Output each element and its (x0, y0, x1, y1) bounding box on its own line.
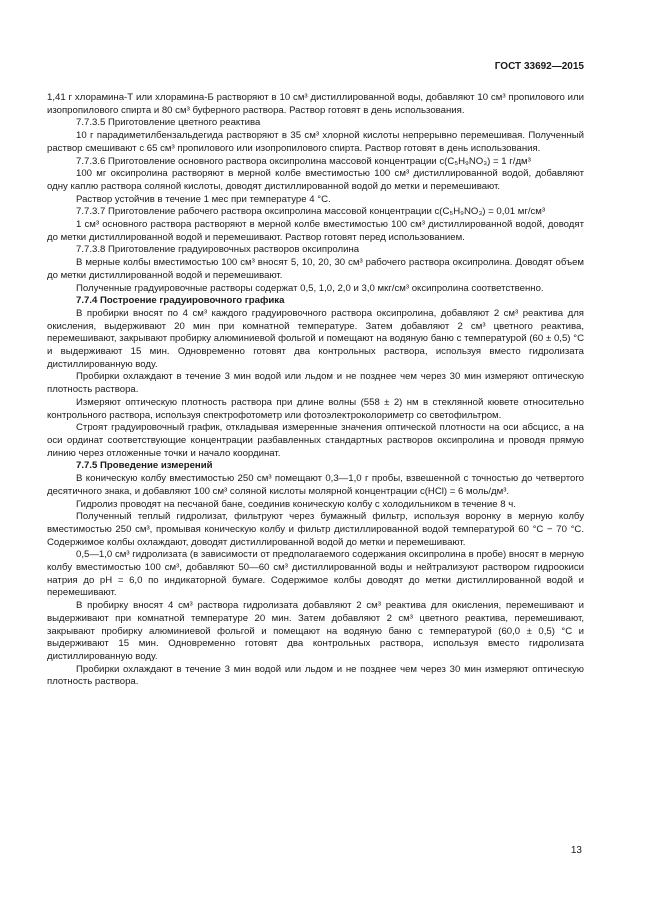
page-number: 13 (570, 845, 582, 856)
paragraph: Раствор устойчив в течение 1 мес при температуре 4 °С. (76, 193, 331, 205)
paragraph: Полученные градуировочные растворы содержат 0,5, 1,0, 2,0 и 3,0 мкг/см³ оксипролина соответственно. (76, 282, 544, 294)
subsection-title: 7.7.3.7 Приготовление рабочего раствора оксипролина массовой концентрации c(C₅H₉NO₃) = 0,01 мг/см³ (76, 206, 546, 218)
section-heading: 7.7.5 Проведение измерений (76, 460, 213, 472)
paragraph: 0,5—1,0 см³ гидролизата (в зависимости от предполагаемого содержания оксипролина в пробе) вносят в мерную колбу вместимостью 100 см³, добавляют 50—60 см³ дистиллированной воды и нейтрализуют раствором гидроокиси натрия до pH = 6,0 по индикаторной бумаге. Содержимое колбы доводят до метки дистиллированной водой и перемешивают. (47, 549, 584, 599)
paragraph: В коническую колбу вместимостью 250 см³ помещают 0,3—1,0 г пробы, взвешенной с точностью до четвертого десятичного знака, и добавляют 100 см³ соляной кислоты молярной концентрации c(HCl) = 6 моль/дм³. (47, 473, 584, 497)
paragraph: Полученный теплый гидролизат, фильтруют через бумажный фильтр, используя воронку в мерную колбу вместимостью 250 см³, промывая коническую колбу и фильтр дистиллированной водой температурой 60 °С − 70 °С. Содержимое колбы охлаждают, доводят дистиллированной водой до метки и перемешивают. (47, 511, 584, 548)
paragraph: 1,41 г хлорамина-Т или хлорамина-Б растворяют в 10 см³ дистиллированной воды, добавляют 10 см³ пропилового или изопропилового спирта и 80 см³ буферного раствора. Раствор готовят в день использования. (47, 92, 584, 116)
subsection-title: 7.7.3.6 Приготовление основного раствора оксипролина массовой концентрации c(C₅H₉NO₃) = 1 г/дм³ (76, 155, 531, 167)
paragraph: 100 мг оксипролина растворяют в мерной колбе вместимостью 100 см³ дистиллированной водой, добавляют одну каплю раствора соляной кислоты, доводят дистиллированной водой до метки и перемешивают. (47, 168, 584, 192)
paragraph: Измеряют оптическую плотность раствора при длине волны (558 ± 2) нм в стеклянной кювете относительно контрольного раствора, используя спектрофотометр или фотоэлектроколориметр со светофильтром. (47, 396, 584, 421)
paragraph: Пробирки охлаждают в течение 3 мин водой или льдом и не позднее чем через 30 мин измеряют оптическую плотность раствора. (47, 371, 584, 396)
paragraph: Пробирки охлаждают в течение 3 мин водой или льдом и не позднее чем через 30 мин измеряют оптическую плотность раствора. (47, 663, 584, 688)
paragraph: В пробирки вносят по 4 см³ каждого градуировочного раствора оксипролина, добавляют 2 см³ реактива для окисления, выдерживают 20 мин при комнатной температуре. Затем добавляют 2 см³ цветного реактива, перемешивают, закрывают пробирку алюминиевой фольгой и помещают на водяную баню с температурой (60 ± 0,5) °С и выдерживают 15 мин. Одновременно готовят два контрольных раствора, используя вместо гидролизата дистиллированную воду. (47, 307, 584, 370)
paragraph: 10 г парадиметилбензальдегида растворяют в 35 см³ хлорной кислоты непрерывно перемешивая. Полученный раствор смешивают с 65 см³ пропилового или изопропилового спирта. Раствор готовят в день использования. (47, 130, 584, 154)
document-code: ГОСТ 33692—2015 (494, 61, 584, 72)
paragraph: В пробирку вносят 4 см³ раствора гидролизата добавляют 2 см³ реактива для окисления, перемешивают и выдерживают при комнатной температуре 20 мин. Затем добавляют 2 см³ цветного реактива, перемешивают, закрывают пробирку алюминиевой фольгой и помещают на водяную баню с температурой (60,0 ± 0,5) °С и выдерживают 15 мин. Одновременно готовят два контрольных раствора, используя вместо гидролизата дистиллированную воду. (47, 600, 584, 662)
page-body (47, 92, 584, 689)
subsection-title: 7.7.3.8 Приготовление градуировочных растворов оксипролина (76, 244, 360, 256)
paragraph: В мерные колбы вместимостью 100 см³ вносят 5, 10, 20, 30 см³ рабочего раствора оксипролина. Доводят объем до метки дистиллированной водой и перемешивают. (47, 257, 584, 281)
paragraph: Гидролиз проводят на песчаной бане, соединив коническую колбу с холодильником в течение 8 ч. (76, 498, 516, 510)
subsection-title: 7.7.3.5 Приготовление цветного реактива (76, 117, 261, 129)
paragraph: 1 см³ основного раствора растворяют в мерной колбе вместимостью 100 см³ дистиллированной водой, доводят до метки дистиллированной водой и перемешивают. Раствор готовят перед использованием. (47, 219, 584, 243)
paragraph: Строят градуировочный график, откладывая измеренные значения оптической плотности на оси абсцисс, а на оси ординат соответствующие концентрации разбавленных стандартных растворов оксипролина и проводя прямую линию через отложенные точки и начало координат. (47, 422, 584, 459)
section-heading: 7.7.4 Построение градуировочного графика (76, 295, 285, 307)
